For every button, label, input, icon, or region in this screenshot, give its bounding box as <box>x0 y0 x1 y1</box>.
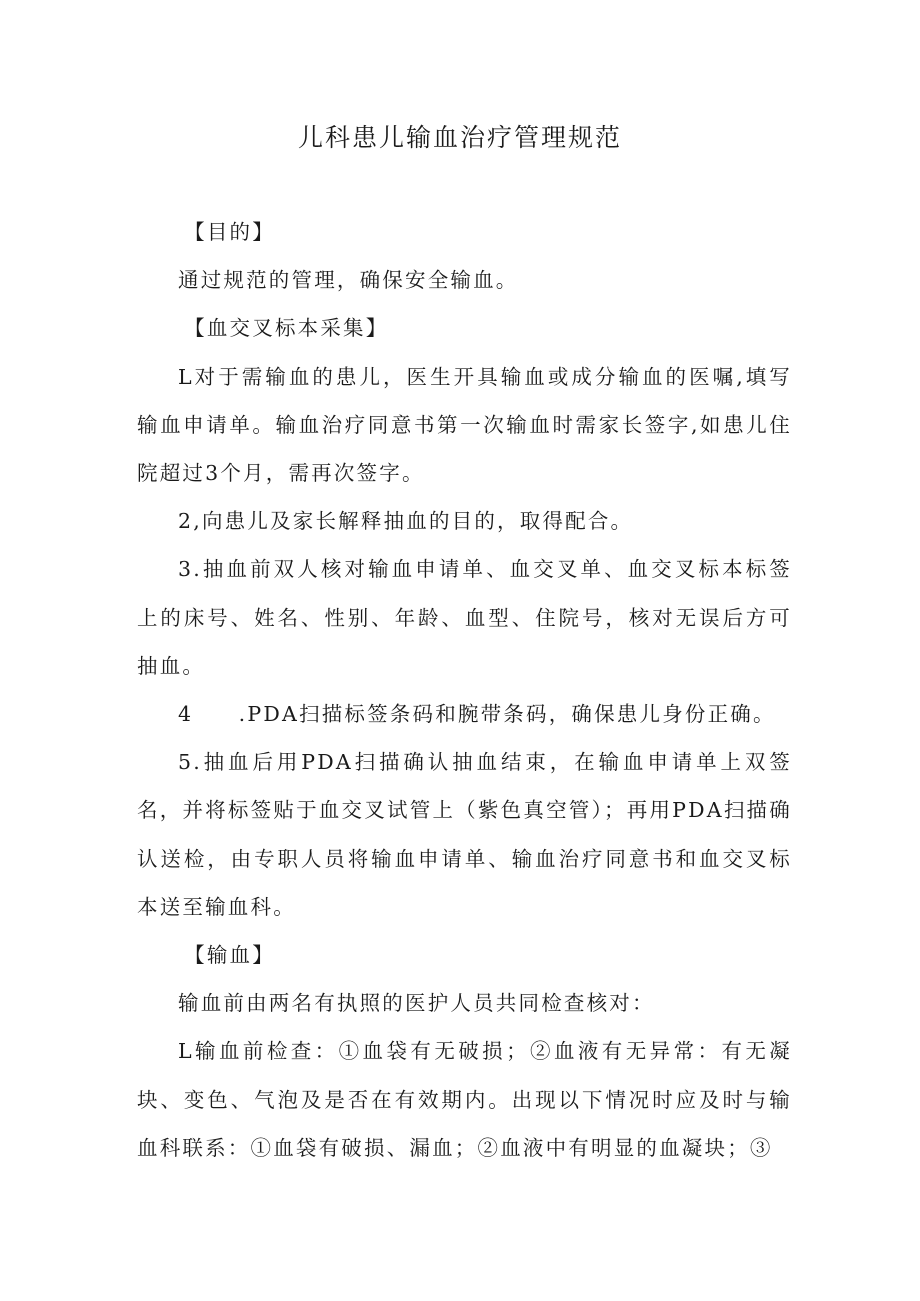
paragraph-step-1: L对于需输血的患儿，医生开具输血或成分输血的医嘱,填写输血申请单。输血治疗同意书第一次输血时需家长签字,如患儿住院超过3个月，需再次签字。 <box>137 364 792 486</box>
paragraph-purpose: 通过规范的管理，确保安全输血。 <box>178 268 519 293</box>
paragraph-step-2: 2,向患儿及家长解释抽血的目的，取得配合。 <box>178 509 634 534</box>
paragraph-transfusion-intro: 输血前由两名有执照的医护人员共同检查核对： <box>178 991 655 1016</box>
section-heading-purpose: 【目的】 <box>184 220 275 244</box>
paragraph-step-5: 5.抽血后用PDA扫描确认抽血结束，在输血申请单上双签名，并将标签贴于血交叉试管上（紫色真空管）；再用PDA扫描确认送检，由专职人员将输血申请单、输血治疗同意书和血交叉标本送至输血科。 <box>137 750 792 919</box>
section-heading-transfusion: 【输血】 <box>184 943 275 968</box>
section-heading-sample-collection: 【血交叉标本采集】 <box>184 316 389 341</box>
paragraph-step-4: 4 .PDA扫描标签条码和腕带条码，确保患儿身份正确。 <box>178 702 776 727</box>
document-body <box>137 208 792 1172</box>
paragraph-pre-transfusion-check: L输血前检查：①血袋有无破损；②血液有无异常：有无凝块、变色、气泡及是否在有效期内。出现以下情况时应及时与输血科联系：①血袋有破损、漏血；②血液中有明显的血凝块；③ <box>137 1039 792 1160</box>
paragraph-step-3: 3.抽血前双人核对输血申请单、血交叉单、血交叉标本标签上的床号、姓名、性别、年龄、血型、住院号，核对无误后方可抽血。 <box>137 557 792 678</box>
document-title: 儿科患儿输血治疗管理规范 <box>297 123 622 152</box>
